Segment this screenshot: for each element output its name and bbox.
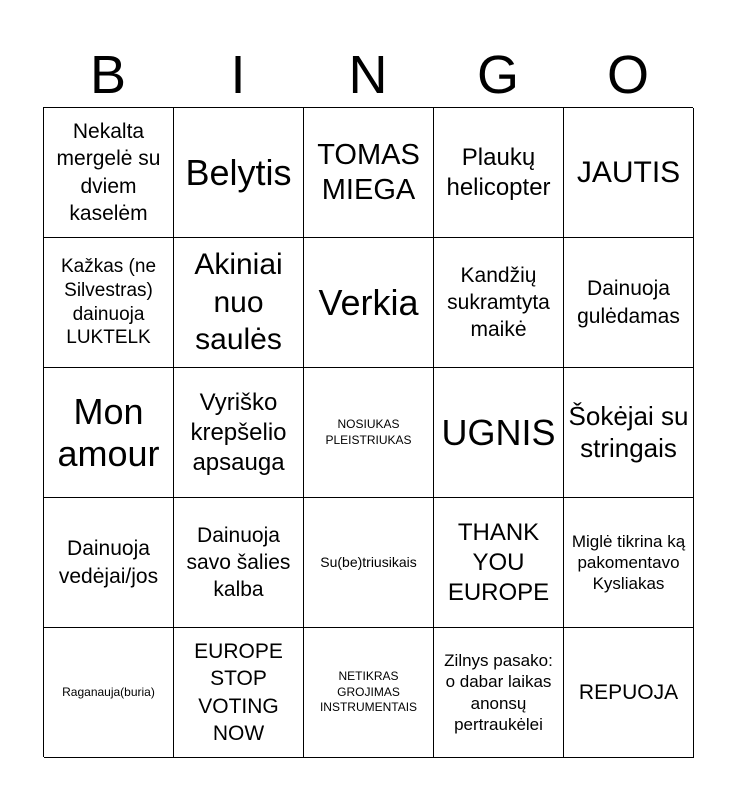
cell-text: Dainuoja savo šalies kalba [186, 523, 291, 602]
cell-text: NETIKRAS GROJIMAS INSTRUMENTAIS [319, 669, 418, 715]
bingo-cell[interactable] [564, 498, 694, 628]
cell-text: Belytis [185, 151, 292, 193]
bingo-cell[interactable] [304, 628, 434, 758]
bingo-cell[interactable] [174, 498, 304, 628]
cell-text: Kandžių sukramtyta maikė [447, 263, 550, 342]
bingo-cell[interactable] [44, 628, 174, 758]
bingo-cell[interactable] [304, 238, 434, 368]
cell-text: Su(be)triusikais [320, 553, 417, 570]
cell-text: Šokėjai su stringais [568, 401, 689, 463]
bingo-cell[interactable] [434, 238, 564, 368]
header-letter-b: B [89, 45, 127, 105]
cell-text: Dainuoja vedėjai/jos [58, 537, 159, 588]
cell-text: Dainuoja gulėdamas [577, 277, 680, 328]
bingo-cell[interactable] [304, 498, 434, 628]
bingo-cell[interactable] [564, 628, 694, 758]
bingo-cell[interactable] [304, 108, 434, 238]
cell-text: Akiniai nuo saulės [194, 248, 283, 357]
bingo-header [43, 42, 693, 108]
bingo-cell[interactable] [304, 368, 434, 498]
bingo-cell[interactable] [44, 238, 174, 368]
bingo-cell[interactable] [434, 628, 564, 758]
header-letter-o: O [606, 45, 649, 105]
cell-text: JAUTIS [576, 155, 681, 189]
bingo-cell[interactable] [434, 108, 564, 238]
header-letter-g: G [476, 45, 519, 105]
cell-text: Miglė tikrina ką pakomentavo Kysliakas [571, 531, 686, 594]
cell-text: Mon amour [57, 391, 160, 474]
cell-text: THANK YOU EUROPE [447, 518, 550, 606]
cell-text: UGNIS [441, 411, 556, 453]
header-letter-n: N [348, 45, 388, 105]
bingo-cell[interactable] [174, 108, 304, 238]
bingo-cell[interactable] [434, 498, 564, 628]
cell-text: REPUOJA [578, 680, 679, 704]
cell-text: Zilnys pasako: o dabar laikas anonsų pertraukėlei [444, 651, 553, 734]
cell-text: Verkia [318, 281, 419, 323]
bingo-cell[interactable] [564, 108, 694, 238]
bingo-cell[interactable] [174, 368, 304, 498]
bingo-board [43, 107, 693, 757]
bingo-cell[interactable] [174, 238, 304, 368]
bingo-cell[interactable] [564, 238, 694, 368]
bingo-cell[interactable] [44, 498, 174, 628]
cell-text: Vyriško krepšelio apsauga [190, 388, 287, 476]
cell-text: Kažkas (ne Silvestras) dainuoja LUKTELK [60, 256, 157, 349]
cell-text: NOSIUKAS PLEISTRIUKAS [325, 416, 412, 447]
cell-text: Raganauja(buria) [62, 684, 155, 699]
bingo-cell[interactable] [44, 368, 174, 498]
cell-text: Plaukų helicopter [446, 143, 551, 201]
bingo-cell[interactable] [174, 628, 304, 758]
cell-text: Nekalta mergelė su dviem kaselėm [56, 119, 161, 225]
cell-text: EUROPE STOP VOTING NOW [194, 639, 283, 745]
bingo-cell[interactable] [564, 368, 694, 498]
bingo-cell[interactable] [434, 368, 564, 498]
bingo-cell[interactable] [44, 108, 174, 238]
header-letter-i: I [230, 45, 246, 105]
cell-text: TOMAS MIEGA [317, 138, 420, 206]
